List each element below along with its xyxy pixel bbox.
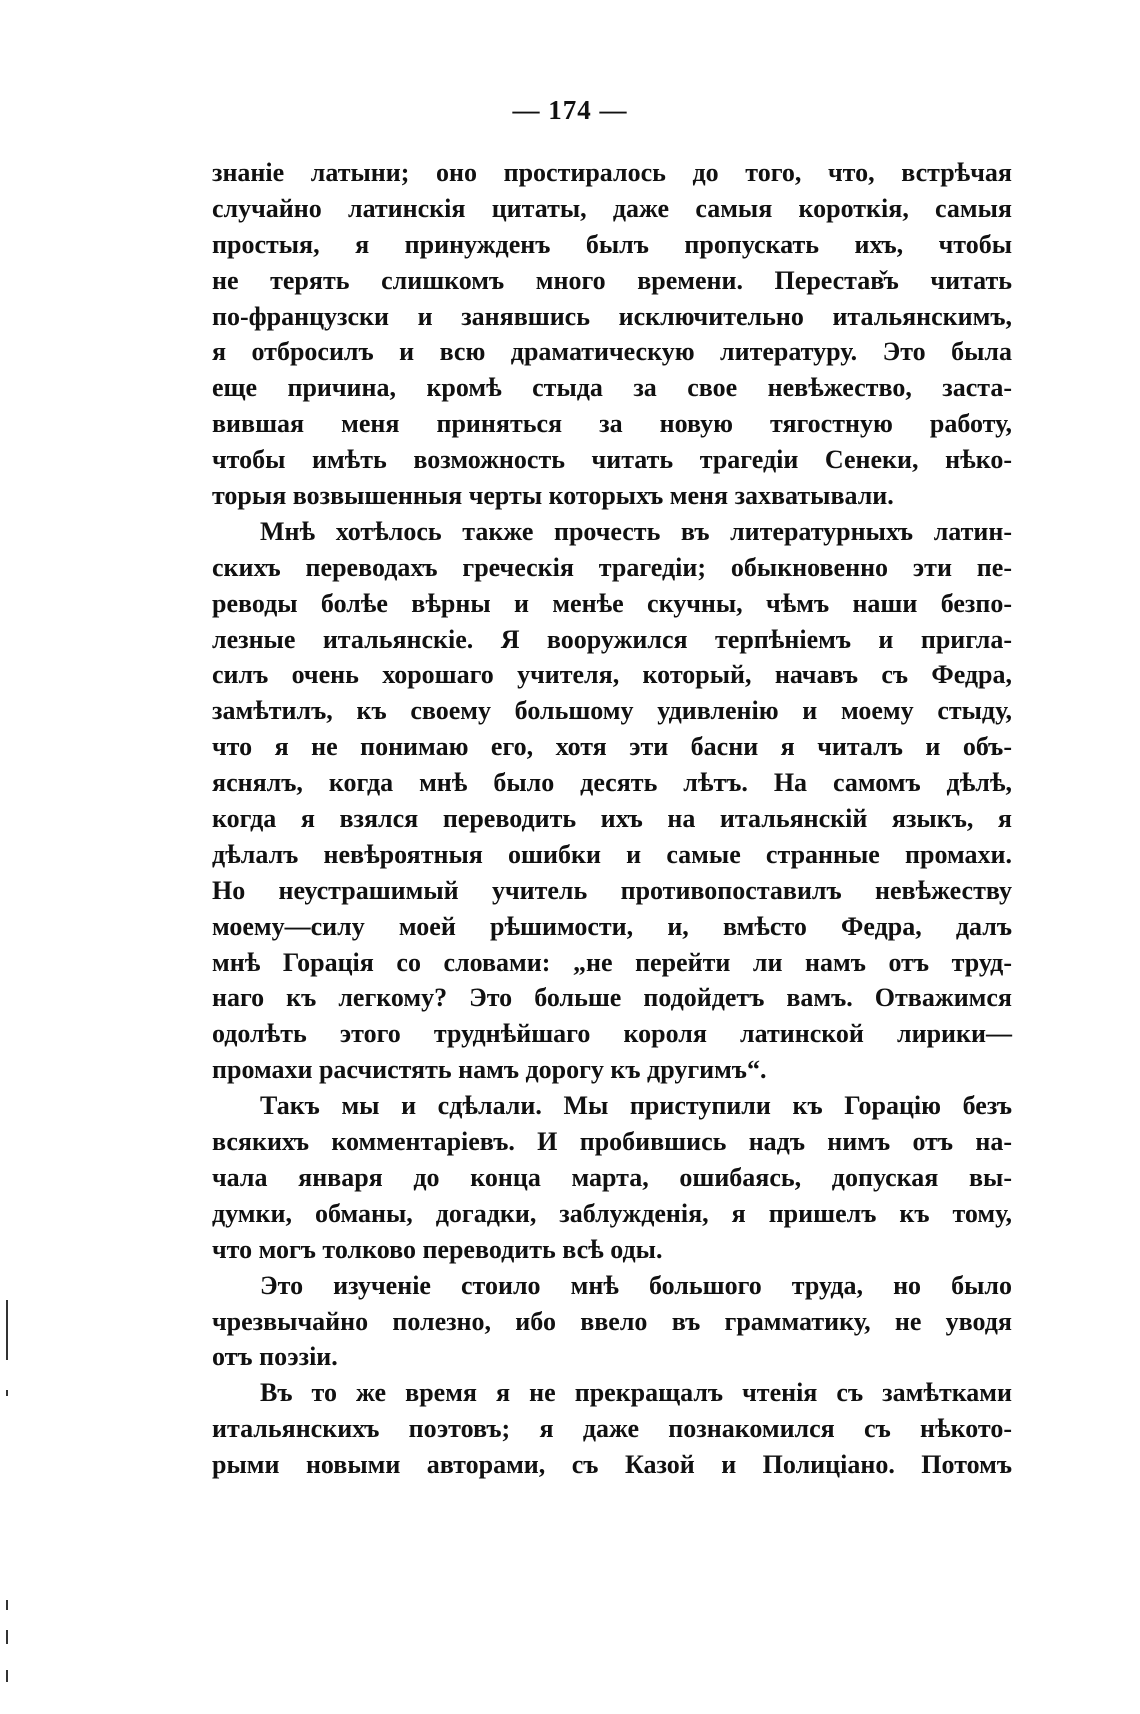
text-line: всякихъ комментаріевъ. И пробившись надъ нимъ отъ на- [212, 1127, 1012, 1157]
text-line: я отбросилъ и всю драматическую литературу. Это была [212, 337, 1012, 367]
text-line: по-французски и занявшись исключительно итальянскимъ, [212, 301, 1012, 331]
text-line: чала января до конца марта, ошибаясь, допуская вы- [212, 1162, 1012, 1192]
text-line: Но неустрашимый учитель противопоставилъ невѣжеству [212, 875, 1012, 905]
text-line: яснялъ, когда мнѣ было десять лѣтъ. На самомъ дѣлѣ, [212, 768, 1012, 798]
scan-mark [6, 1300, 8, 1360]
text-line: Мнѣ хотѣлось также прочесть въ литературныхъ латин- [260, 516, 1012, 546]
text-line: отъ поэзіи. [212, 1342, 338, 1372]
text-line: моему—силу моей рѣшимости, и, вмѣсто Федра, далъ [212, 911, 1012, 941]
text-line: лезные итальянскіе. Я вооружился терпѣніемъ и пригла- [212, 624, 1012, 654]
scan-mark [6, 1390, 8, 1396]
text-line: Въ то же время я не прекращалъ чтенія съ замѣтками [260, 1378, 1012, 1408]
text-line: скихъ переводахъ греческія трагедіи; обыкновенно эти пе- [212, 552, 1012, 582]
text-line: одолѣть этого труднѣйшаго короля латинской лирики— [212, 1019, 1012, 1049]
text-line: когда я взялся переводить ихъ на итальянскій языкъ, я [212, 804, 1012, 834]
text-line: реводы болѣе вѣрны и менѣе скучны, чѣмъ наши безпо- [212, 588, 1012, 618]
text-line: Это изученіе стоило мнѣ большого труда, но было [260, 1270, 1012, 1300]
scan-mark [6, 1600, 8, 1610]
text-line: еще причина, кромѣ стыда за свое невѣжество, заста- [212, 373, 1012, 403]
scan-mark [6, 1630, 8, 1644]
text-line: наго къ легкому? Это больше подойдетъ вамъ. Отважимся [212, 983, 1012, 1013]
text-line: замѣтилъ, къ своему большому удивленію и моему стыду, [212, 696, 1012, 726]
text-line: торыя возвышенныя черты которыхъ меня захватывали. [212, 481, 894, 511]
text-line: думки, обманы, догадки, заблужденія, я пришелъ къ тому, [212, 1198, 1012, 1228]
text-line: знаніе латыни; оно простиралось до того, что, встрѣчая [212, 158, 1012, 187]
text-line: вившая меня приняться за новую тягостную работу, [212, 409, 1012, 439]
body-text [212, 155, 1012, 1483]
text-line: чтобы имѣть возможность читать трагедіи Сенеки, нѣко- [212, 445, 1012, 475]
text-line: случайно латинскія цитаты, даже самыя короткія, самыя [212, 193, 1012, 223]
scan-edge-marks [6, 1300, 10, 1700]
text-line: простыя, я принужденъ былъ пропускать ихъ, чтобы [212, 229, 1012, 259]
text-line: мнѣ Горація со словами: „не перейти ли намъ отъ труд- [212, 947, 1012, 977]
text-line: рыми новыми авторами, съ Казой и Полиціано. Потомъ [212, 1450, 1012, 1480]
page-number: — 174 — [512, 95, 628, 125]
text-line: не терять слишкомъ много времени. Перестав̌ъ читать [212, 265, 1012, 295]
text-line: что я не понимаю его, хотя эти басни я читалъ и объ- [212, 732, 1012, 762]
text-line: что могъ толково переводить всѣ оды. [212, 1234, 663, 1264]
scan-mark [6, 1670, 8, 1682]
text-line: дѣлалъ невѣроятныя ошибки и самые странные промахи. [212, 839, 1012, 869]
text-line: промахи расчистять намъ дорогу къ другимъ“. [212, 1055, 767, 1085]
text-line: итальянскихъ поэтовъ; я даже познакомился съ нѣкото- [212, 1414, 1012, 1444]
text-line: силъ очень хорошаго учителя, который, начавъ съ Федра, [212, 660, 1012, 690]
text-line: Такъ мы и сдѣлали. Мы приступили къ Горацію безъ [260, 1091, 1012, 1121]
text-line: чрезвычайно полезно, ибо ввело въ грамматику, не уводя [212, 1306, 1012, 1336]
